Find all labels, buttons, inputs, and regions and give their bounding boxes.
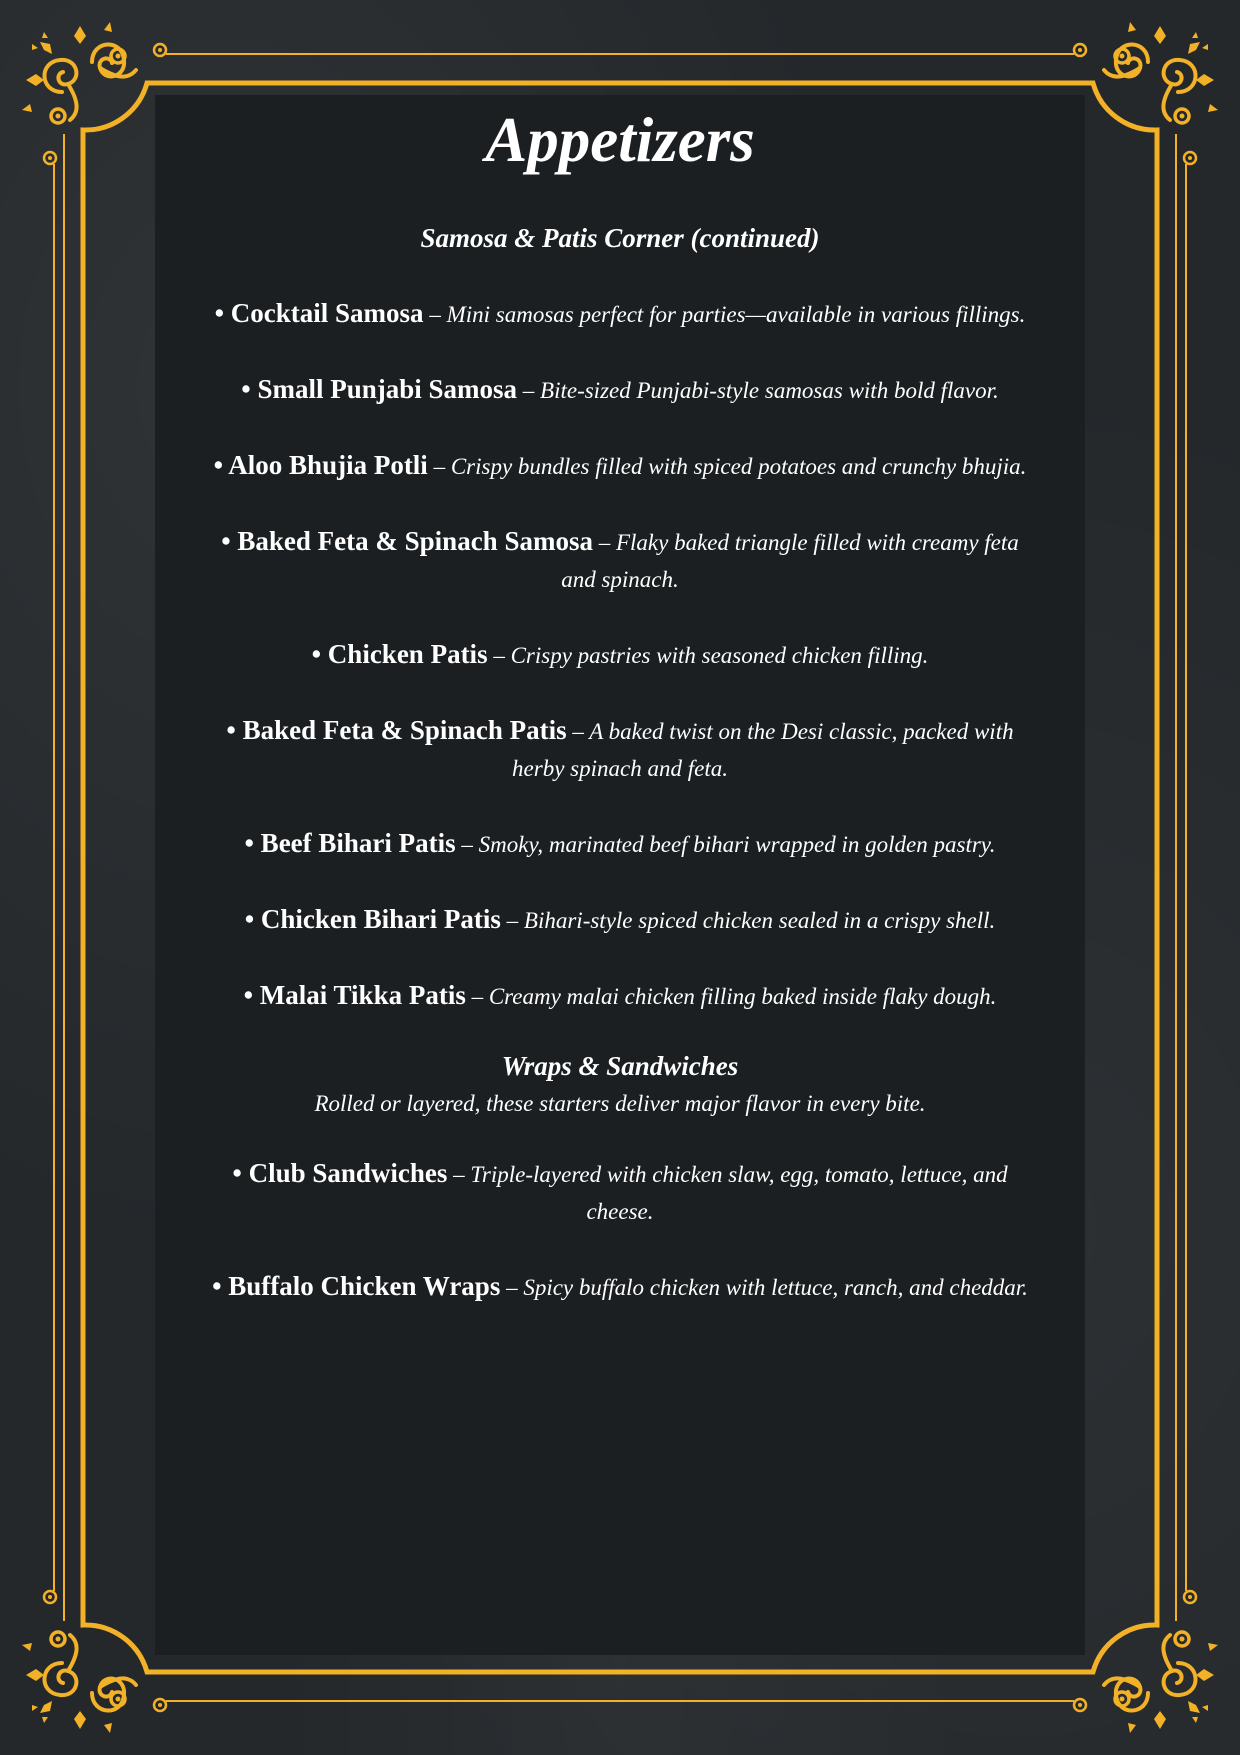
item-name: • Buffalo Chicken Wraps (212, 1271, 501, 1301)
menu-item (210, 523, 1030, 598)
item-description: – Flaky baked triangle filled with creamy feta and spinach. (561, 530, 1019, 592)
menu-item (210, 825, 1030, 863)
menu-item (210, 371, 1030, 409)
item-description: – A baked twist on the Desi classic, packed with herby spinach and feta. (512, 719, 1014, 781)
menu-item (210, 712, 1030, 787)
item-description: – Spicy buffalo chicken with lettuce, ranch, and cheddar. (500, 1275, 1028, 1300)
item-name: • Chicken Bihari Patis (244, 904, 501, 934)
item-description: – Bihari-style spiced chicken sealed in a crispy shell. (500, 908, 996, 933)
page-title: Appetizers (485, 105, 755, 175)
section-wraps-sandwiches (210, 1049, 1030, 1306)
menu-item (210, 636, 1030, 674)
menu-item (210, 1268, 1030, 1306)
item-name: • Beef Bihari Patis (244, 828, 456, 858)
item-description: – Mini samosas perfect for parties—available in various fillings. (423, 302, 1026, 327)
item-name: • Chicken Patis (311, 639, 488, 669)
item-name: • Small Punjabi Samosa (241, 374, 518, 404)
item-name: • Cocktail Samosa (214, 298, 424, 328)
item-description: – Crispy pastries with seasoned chicken filling. (487, 643, 929, 668)
item-name: • Malai Tikka Patis (243, 980, 466, 1010)
item-name: • Baked Feta & Spinach Samosa (221, 526, 593, 556)
item-description: – Smoky, marinated beef bihari wrapped in golden pastry. (455, 832, 996, 857)
menu-item (210, 295, 1030, 333)
item-description: – Bite-sized Punjabi-style samosas with bold flavor. (517, 378, 999, 403)
item-name: • Aloo Bhujia Potli (213, 450, 428, 480)
menu-item (210, 1155, 1030, 1230)
menu-item (210, 977, 1030, 1015)
section-heading: Samosa & Patis Corner (continued) (420, 223, 820, 253)
section-intro: Rolled or layered, these starters deliver major flavor in every bite. (314, 1091, 926, 1116)
item-description: – Triple-layered with chicken slaw, egg, tomato, lettuce, and cheese. (447, 1162, 1008, 1224)
menu-content (210, 95, 1030, 1306)
item-description: – Creamy malai chicken filling baked inside flaky dough. (465, 984, 997, 1009)
item-name: • Baked Feta & Spinach Patis (226, 715, 567, 745)
item-description: – Crispy bundles filled with spiced potatoes and crunchy bhujia. (427, 454, 1027, 479)
section-heading: Wraps & Sandwiches (501, 1051, 739, 1081)
menu-item (210, 901, 1030, 939)
section-samosa-patis (210, 221, 1030, 1015)
item-name: • Club Sandwiches (232, 1158, 448, 1188)
menu-item (210, 447, 1030, 485)
